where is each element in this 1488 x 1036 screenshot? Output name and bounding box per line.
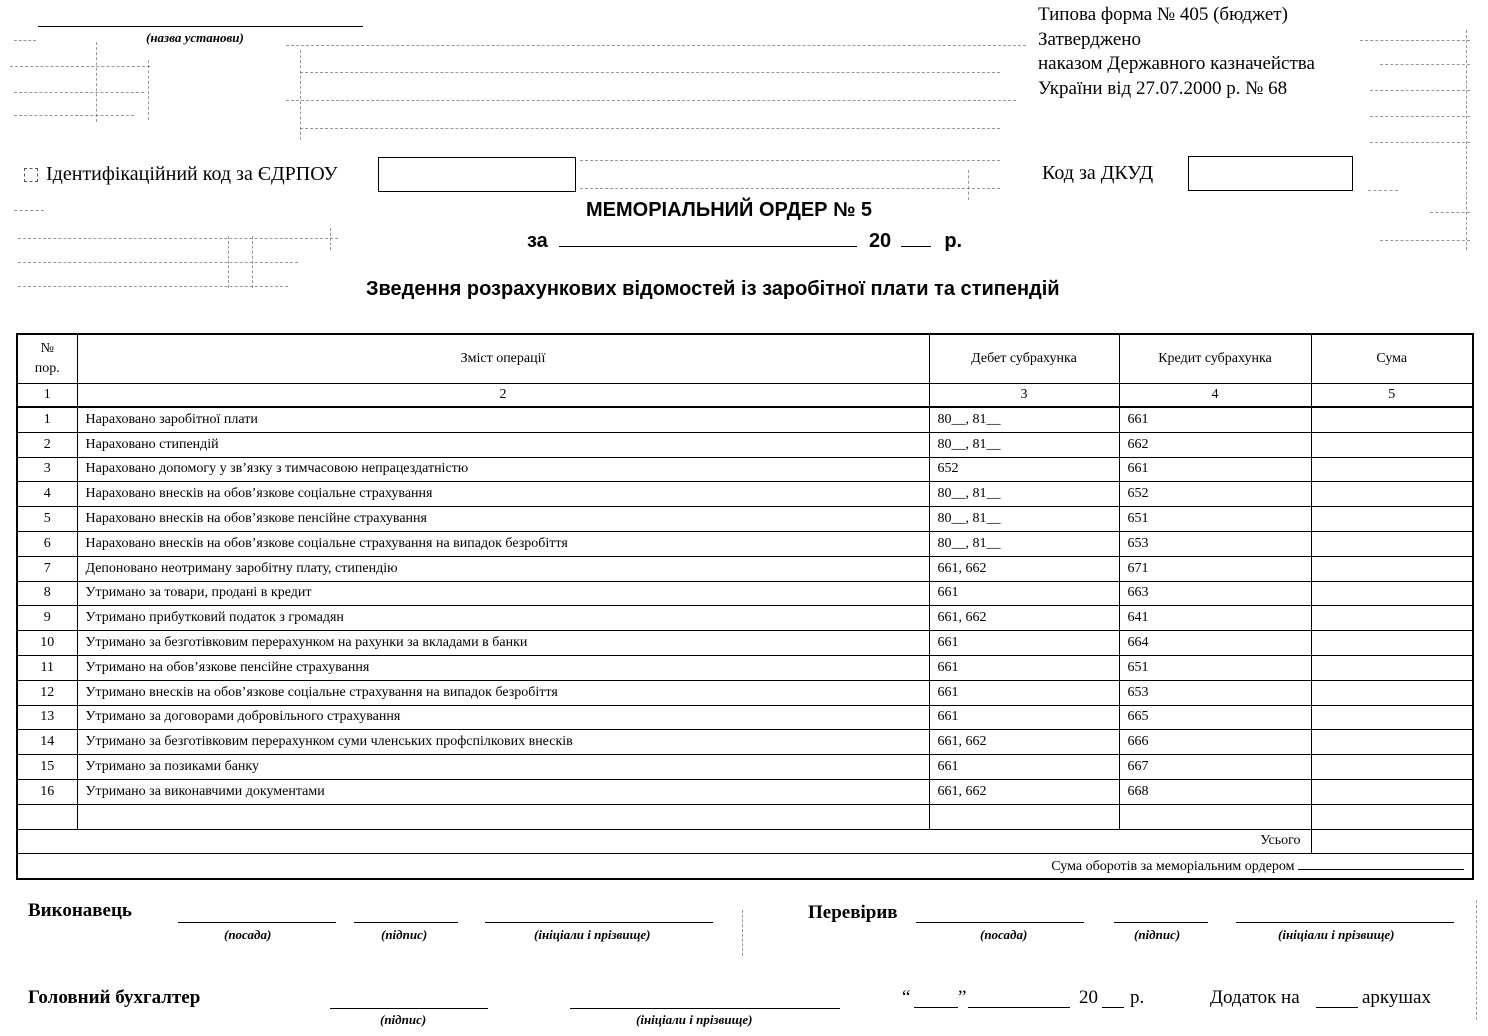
row-debit: 661 [929, 755, 1119, 780]
checked-signature-line[interactable] [1114, 922, 1208, 923]
row-credit: 653 [1119, 531, 1311, 556]
row-no: 6 [17, 531, 77, 556]
table-row [17, 779, 1473, 804]
total-label: Усього [17, 829, 1311, 854]
date-quote-open: “ [902, 987, 911, 1008]
date-year-suffix: р. [1130, 987, 1145, 1008]
turnover-cell [17, 854, 1473, 879]
row-credit: 652 [1119, 482, 1311, 507]
col-header-sum: Сума [1311, 334, 1473, 384]
row-credit: 651 [1119, 507, 1311, 532]
checkbox-mark [24, 168, 38, 182]
attachment-suffix: аркушах [1362, 987, 1431, 1008]
row-sum-field[interactable] [1311, 581, 1473, 606]
executor-position-line[interactable] [178, 922, 336, 923]
attachment-sheets-field[interactable] [1316, 1007, 1358, 1008]
row-sum-field[interactable] [1311, 482, 1473, 507]
table-row [17, 680, 1473, 705]
row-debit: 80__, 81__ [929, 531, 1119, 556]
row-debit: 661, 662 [929, 730, 1119, 755]
row-debit: 80__, 81__ [929, 507, 1119, 532]
executor-initials-line[interactable] [485, 922, 713, 923]
chief-initials-caption: (ініціали і прізвище) [636, 1012, 753, 1027]
checked-position-line[interactable] [916, 922, 1084, 923]
row-debit: 80__, 81__ [929, 407, 1119, 432]
row-credit: 651 [1119, 655, 1311, 680]
chief-signature-caption: (підпис) [380, 1012, 427, 1027]
table-row [17, 482, 1473, 507]
turnover-row [17, 854, 1473, 879]
checked-signature-caption: (підпис) [1134, 927, 1181, 942]
row-content: Нараховано допомогу у зв’язку з тимчасовою непрацездатністю [77, 457, 929, 482]
memorial-order-table [16, 333, 1474, 880]
row-sum-field[interactable] [1311, 507, 1473, 532]
checked-label: Перевірив [808, 902, 898, 923]
row-content: Нараховано внесків на обов’язкове пенсійне страхування [77, 507, 929, 532]
row-debit: 661 [929, 705, 1119, 730]
form-approval-info [1038, 3, 1315, 101]
row-debit: 80__, 81__ [929, 482, 1119, 507]
row-credit: 668 [1119, 779, 1311, 804]
row-content: Утримано прибутковий податок з громадян [77, 606, 929, 631]
executor-initials-caption: (ініціали і прізвище) [534, 927, 651, 942]
row-content: Нараховано внесків на обов’язкове соціальне страхування на випадок безробіття [77, 531, 929, 556]
row-credit: 666 [1119, 730, 1311, 755]
row-credit: 653 [1119, 680, 1311, 705]
table-row [17, 730, 1473, 755]
table-row [17, 432, 1473, 457]
executor-position-caption: (посада) [224, 927, 272, 942]
blank-cell[interactable] [1311, 804, 1473, 829]
column-number: 2 [77, 384, 929, 408]
row-sum-field[interactable] [1311, 457, 1473, 482]
date-year-prefix: 20 [1079, 987, 1098, 1008]
row-content: Утримано за виконавчими документами [77, 779, 929, 804]
row-sum-field[interactable] [1311, 755, 1473, 780]
row-credit: 663 [1119, 581, 1311, 606]
row-content: Утримано за товари, продані в кредит [77, 581, 929, 606]
total-row [17, 829, 1473, 854]
row-no: 2 [17, 432, 77, 457]
checked-initials-caption: (ініціали і прізвище) [1278, 927, 1395, 942]
period-field[interactable] [559, 228, 857, 247]
turnover-label: Сума оборотів за меморіальним ордером [1051, 859, 1295, 875]
edrpou-field[interactable] [378, 157, 576, 192]
row-credit: 661 [1119, 407, 1311, 432]
row-debit: 661 [929, 655, 1119, 680]
row-sum-field[interactable] [1311, 556, 1473, 581]
table-row [17, 556, 1473, 581]
row-content: Депоновано неотриману заробітну плату, стипендію [77, 556, 929, 581]
row-no: 1 [17, 407, 77, 432]
row-debit: 652 [929, 457, 1119, 482]
org-name-line[interactable] [38, 26, 363, 27]
table-row [17, 655, 1473, 680]
executor-signature-line[interactable] [354, 922, 458, 923]
row-credit: 667 [1119, 755, 1311, 780]
form-info-line: України від 27.07.2000 р. № 68 [1038, 77, 1288, 99]
row-content: Утримано за безготівковим перерахунком суми членських профспілкових внесків [77, 730, 929, 755]
table-row [17, 457, 1473, 482]
table-row [17, 606, 1473, 631]
row-no: 3 [17, 457, 77, 482]
col-header-no-line2: пор. [34, 361, 60, 376]
row-content: Утримано за договорами добровільного страхування [77, 705, 929, 730]
turnover-field[interactable] [1298, 857, 1464, 870]
table-row [17, 407, 1473, 432]
blank-cell[interactable] [17, 804, 77, 829]
row-sum-field[interactable] [1311, 705, 1473, 730]
row-no: 16 [17, 779, 77, 804]
column-number: 5 [1311, 384, 1473, 408]
col-header-credit: Кредит субрахунка [1119, 334, 1311, 384]
row-content: Нараховано заробітної плати [77, 407, 929, 432]
row-credit: 664 [1119, 631, 1311, 656]
row-no: 10 [17, 631, 77, 656]
table-row [17, 507, 1473, 532]
row-sum-field[interactable] [1311, 779, 1473, 804]
row-content: Утримано за позиками банку [77, 755, 929, 780]
year-field[interactable] [901, 228, 931, 247]
table-row [17, 531, 1473, 556]
row-no: 5 [17, 507, 77, 532]
row-debit: 661 [929, 680, 1119, 705]
edrpou-label: Ідентифікаційний код за ЄДРПОУ [46, 163, 338, 185]
row-sum-field[interactable] [1311, 680, 1473, 705]
row-no: 15 [17, 755, 77, 780]
order-period-row [527, 228, 962, 253]
row-sum-field[interactable] [1311, 655, 1473, 680]
col-header-debit: Дебет субрахунка [929, 334, 1119, 384]
table-row-blank [17, 804, 1473, 829]
org-name-caption: (назва установи) [146, 30, 244, 45]
chief-accountant-label: Головний бухгалтер [28, 987, 201, 1008]
row-sum-field[interactable] [1311, 606, 1473, 631]
dkud-field[interactable] [1188, 156, 1353, 191]
date-year-field[interactable] [1102, 1007, 1124, 1008]
row-no: 8 [17, 581, 77, 606]
column-numbers-row [17, 384, 1473, 408]
row-debit: 661, 662 [929, 606, 1119, 631]
date-day-field[interactable] [914, 1007, 958, 1008]
row-debit: 661 [929, 631, 1119, 656]
form-info-line: наказом Державного казначейства [1038, 53, 1315, 74]
date-month-field[interactable] [968, 1007, 1070, 1008]
table-header-row [17, 334, 1473, 384]
row-sum-field[interactable] [1311, 432, 1473, 457]
table-row [17, 631, 1473, 656]
row-no: 7 [17, 556, 77, 581]
chief-initials-line[interactable] [570, 1008, 840, 1009]
row-credit: 641 [1119, 606, 1311, 631]
blank-cell[interactable] [1119, 804, 1311, 829]
checked-initials-line[interactable] [1236, 922, 1454, 923]
row-debit: 661 [929, 581, 1119, 606]
executor-signature-caption: (підпис) [381, 927, 428, 942]
row-no: 4 [17, 482, 77, 507]
year-suffix: р. [944, 230, 963, 252]
col-header-no-line1: № [40, 341, 54, 356]
row-content: Утримано на обов’язкове пенсійне страхування [77, 655, 929, 680]
row-sum-field[interactable] [1311, 407, 1473, 432]
row-no: 12 [17, 680, 77, 705]
attachment-prefix: Додаток на [1210, 987, 1300, 1008]
row-content: Нараховано стипендій [77, 432, 929, 457]
row-debit: 80__, 81__ [929, 432, 1119, 457]
row-no: 14 [17, 730, 77, 755]
row-sum-field[interactable] [1311, 631, 1473, 656]
row-debit: 661, 662 [929, 779, 1119, 804]
row-no: 9 [17, 606, 77, 631]
row-no: 11 [17, 655, 77, 680]
blank-cell[interactable] [77, 804, 929, 829]
order-subtitle: Зведення розрахункових відомостей із заробітної плати та стипендій [366, 278, 1060, 300]
table-row [17, 755, 1473, 780]
total-sum-field[interactable] [1311, 829, 1473, 854]
column-number: 1 [17, 384, 77, 408]
row-credit: 671 [1119, 556, 1311, 581]
blank-cell[interactable] [929, 804, 1119, 829]
order-title: МЕМОРІАЛЬНИЙ ОРДЕР № 5 [586, 199, 873, 221]
row-credit: 662 [1119, 432, 1311, 457]
executor-label: Виконавець [28, 900, 132, 921]
table-row [17, 581, 1473, 606]
form-info-line: Затверджено [1038, 28, 1141, 50]
row-debit: 661, 662 [929, 556, 1119, 581]
row-no: 13 [17, 705, 77, 730]
form-info-line: Типова форма № 405 (бюджет) [1038, 4, 1288, 25]
row-credit: 665 [1119, 705, 1311, 730]
col-header-no [17, 334, 77, 384]
row-sum-field[interactable] [1311, 730, 1473, 755]
checked-position-caption: (посада) [980, 927, 1028, 942]
row-credit: 661 [1119, 457, 1311, 482]
row-sum-field[interactable] [1311, 531, 1473, 556]
column-number: 4 [1119, 384, 1311, 408]
chief-signature-line[interactable] [330, 1008, 488, 1009]
row-content: Утримано внесків на обов’язкове соціальне страхування на випадок безробіття [77, 680, 929, 705]
year-prefix: 20 [868, 230, 892, 252]
row-content: Нараховано внесків на обов’язкове соціальне страхування [77, 482, 929, 507]
date-quote-close: ” [958, 987, 967, 1008]
dkud-label: Код за ДКУД [1042, 162, 1154, 184]
period-prefix: за [527, 230, 548, 252]
col-header-content: Зміст операції [77, 334, 929, 384]
column-number: 3 [929, 384, 1119, 408]
table-row [17, 705, 1473, 730]
row-content: Утримано за безготівковим перерахунком на рахунки за вкладами в банки [77, 631, 929, 656]
